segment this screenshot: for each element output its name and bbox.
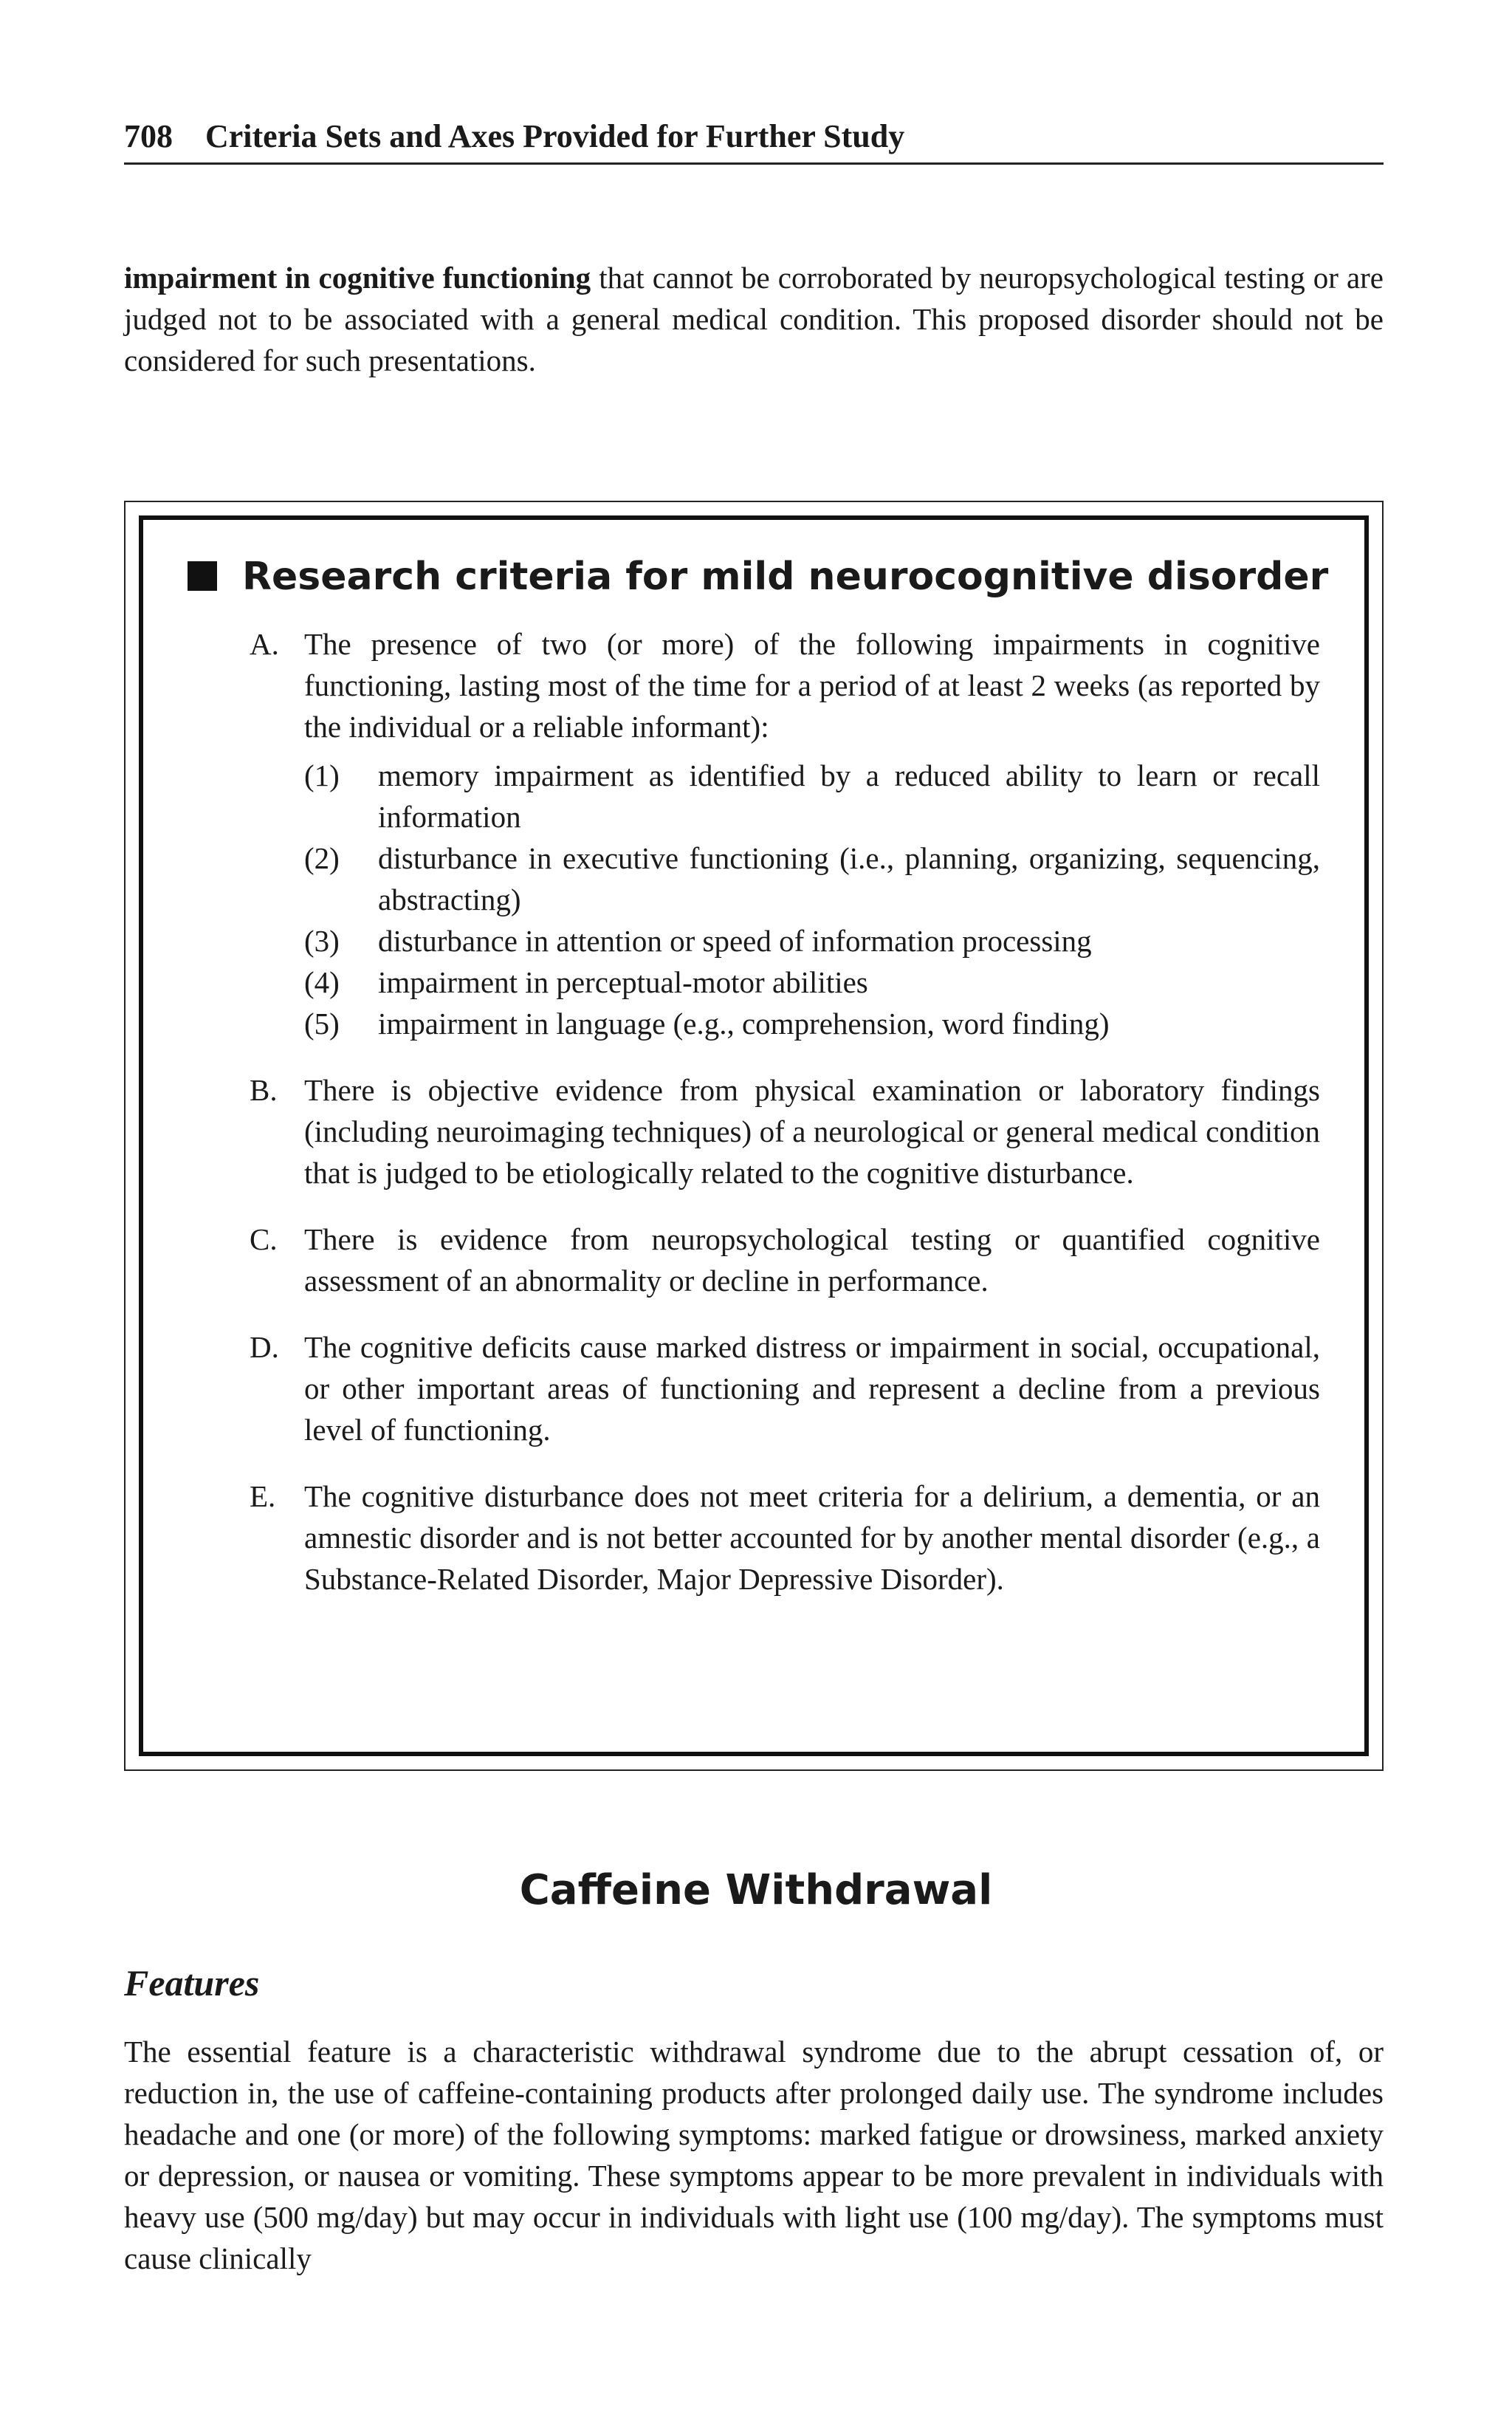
- sub-list: [304, 755, 1320, 1044]
- criterion-letter: D.: [250, 1330, 279, 1364]
- criteria-box: [124, 501, 1384, 1771]
- criteria-title-text: Research criteria for mild neurocognitive disorder: [242, 555, 1329, 599]
- sub-item-text: disturbance in attention or speed of information processing: [378, 924, 1092, 958]
- criterion-e: [250, 1476, 1320, 1600]
- sub-item-text: impairment in perceptual-motor abilities: [378, 965, 868, 999]
- criterion-text: There is evidence from neuropsychological testing or quantified cognitive assessment of an abnormality or decline in performance.: [304, 1222, 1320, 1298]
- sub-item: [304, 920, 1320, 962]
- criterion-a: [250, 623, 1320, 1044]
- criterion-letter: E.: [250, 1479, 276, 1513]
- sub-item-number: (5): [304, 1007, 340, 1041]
- intro-text: that cannot be corroborated by neuropsychological testing or are judged not to be associated with a general medical condition. This proposed disorder should not be considered for such presentations.: [124, 261, 1384, 377]
- sub-item: [304, 837, 1320, 920]
- page-number: 708: [124, 118, 173, 154]
- features-paragraph: The essential feature is a characteristic withdrawal syndrome due to the abrupt cessation of, or reduction in, the use of caffeine-containing products after prolonged daily use. The syndrome includes headache and one (or more) of the following symptoms: marked fatigue or drowsiness, marked anxiety or depression, or nausea or vomiting. These symptoms appear to be more prevalent in individuals with heavy use (500 mg/day) but may occur in individuals with light use (100 mg/day). The symptoms must cause clinically: [124, 2035, 1384, 2275]
- criterion-letter: A.: [250, 627, 279, 661]
- running-title: Criteria Sets and Axes Provided for Further Study: [205, 118, 905, 154]
- criterion-text: The cognitive deficits cause marked distress or impairment in social, occupational, or other important areas of functioning and represent a decline from a previous level of functioning.: [304, 1330, 1320, 1447]
- sub-item-number: (4): [304, 965, 340, 999]
- sub-item-number: (1): [304, 758, 340, 792]
- sub-item-text: memory impairment as identified by a reduced ability to learn or recall information: [378, 758, 1320, 834]
- sub-item-number: (2): [304, 841, 340, 875]
- criteria-list: [250, 623, 1320, 1625]
- sub-item: [304, 755, 1320, 837]
- criterion-text: The presence of two (or more) of the following impairments in cognitive functioning, lasting most of the time for a period of at least 2 weeks (as reported by the individual or a reliable informant):: [304, 627, 1320, 744]
- criterion-text: The cognitive disturbance does not meet criteria for a delirium, a dementia, or an amnestic disorder and is not better accounted for by another mental disorder (e.g., a Substance-Related Disorder, Major Depressive Disorder).: [304, 1479, 1320, 1596]
- sub-item-text: impairment in language (e.g., comprehension, word finding): [378, 1007, 1110, 1041]
- sub-item: [304, 1003, 1320, 1044]
- criterion-c: [250, 1219, 1320, 1301]
- criterion-b: [250, 1069, 1320, 1193]
- criteria-inner-frame: [139, 515, 1369, 1756]
- criterion-d: [250, 1326, 1320, 1450]
- square-bullet-icon: [188, 561, 217, 591]
- sub-item: [304, 962, 1320, 1003]
- intro-paragraph: [124, 257, 1384, 381]
- sub-item-number: (3): [304, 924, 340, 958]
- criterion-letter: C.: [250, 1222, 278, 1256]
- section-title: Caffeine Withdrawal: [519, 1866, 993, 1914]
- sub-item-text: disturbance in executive functioning (i.e., planning, organizing, sequencing, abstracting): [378, 841, 1320, 916]
- criterion-text: There is objective evidence from physical examination or laboratory findings (including neuroimaging techniques) of a neurological or general medical condition that is judged to be etiologically related to the cognitive disturbance.: [304, 1073, 1320, 1190]
- intro-bold-lead: impairment in cognitive functioning: [124, 261, 591, 295]
- running-header: [124, 111, 1384, 165]
- criterion-letter: B.: [250, 1073, 278, 1107]
- criteria-title: [188, 551, 1328, 603]
- subsection-title: Features: [124, 1962, 260, 2004]
